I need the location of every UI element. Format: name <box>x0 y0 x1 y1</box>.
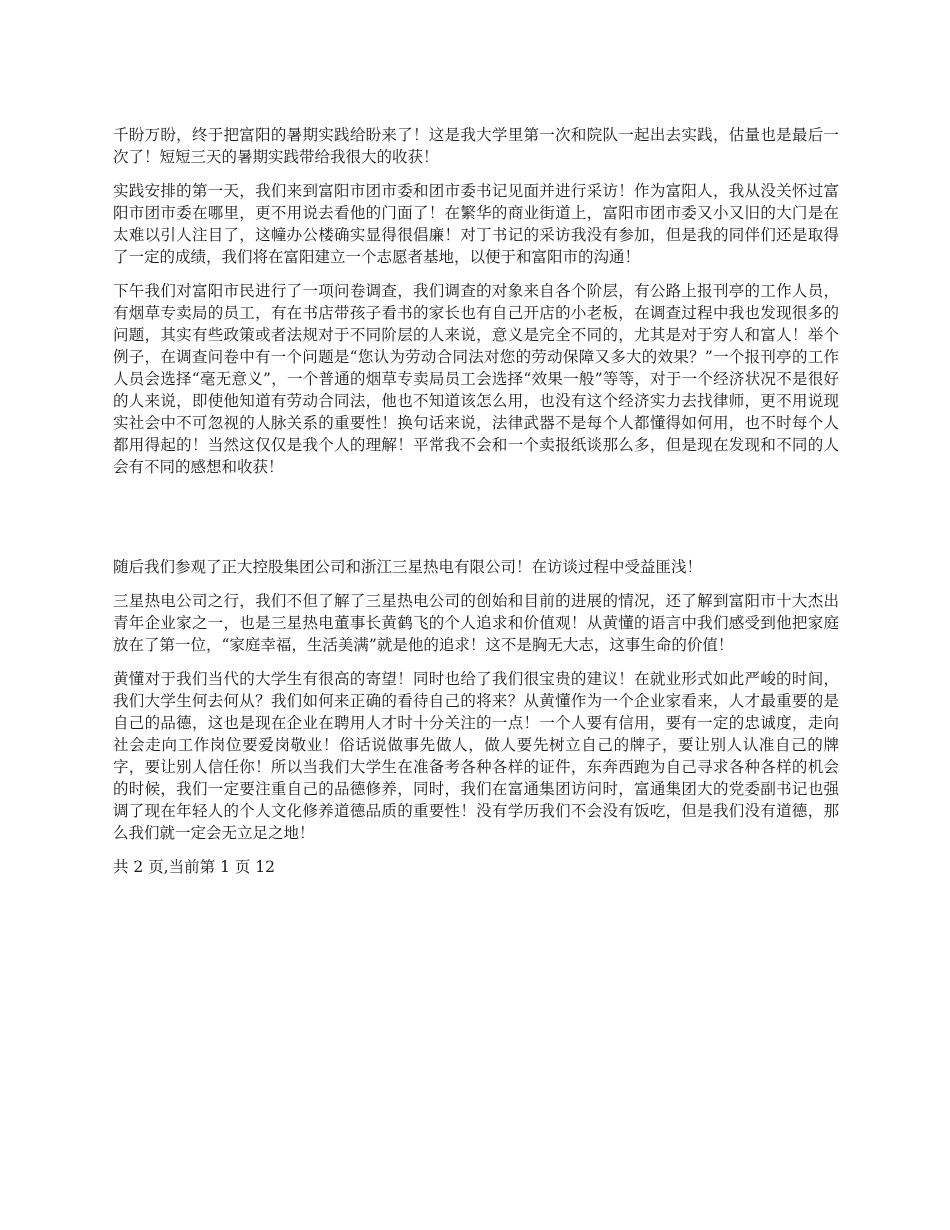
paragraph-visit: 随后我们参观了正大控股集团公司和浙江三星热电有限公司！在访谈过程中受益匪浅！ <box>113 558 703 576</box>
paragraph-day-one: 实践安排的第一天，我们来到富阳市团市委和团市委书记见面并进行采访！作为富阳人，我从没关怀过富阳市团市委在哪里，更不用说去看他的门面了！在繁华的商业街道上，富阳市团市委又小又旧的大门是在太难以引人注目了，这幢办公楼确实显得很倡廉！对丁书记的采访我没有参加，但是我的同伴们还是取得了一定的成绩，我们将在富阳建立一个志愿者基地，以便于和富阳市的沟通！ <box>113 182 839 266</box>
section-gap <box>113 490 839 556</box>
paragraph-advice: 黄懂对于我们当代的大学生有很高的寄望！同时也给了我们很宝贵的建议！在就业形式如此严峻的时间，我们大学生何去何从？我们如何来正确的看待自己的将来？从黄懂作为一个企业家看来，人才最重要的是自己的品德，这也是现在企业在聘用人才时十分关注的一点！一个人要有信用，要有一定的忠诚度，走向社会走向工作岗位要爱岗敬业！俗话说做事先做人，做人要先树立自己的牌子，要让别人认准自己的牌字，要让别人信任你！所以当我们大学生在准备考各种各样的证件，东奔西跑为自己寻求各种各样的机会的时候，我们一定要注重自己的品德修养，同时，我们在富通集团访问时，富通集团大的党委副书记也强调了现在年轻人的个人文化修养道德品质的重要性！没有学历我们不会没有饭吃，但是我们没有道德，那么我们就一定会无立足之地！ <box>113 670 839 842</box>
paragraph-survey: 下午我们对富阳市民进行了一项问卷调查，我们调查的对象来自各个阶层，有公路上报刊亭的工作人员，有烟草专卖局的员工，有在书店带孩子看书的家长也有自己开店的小老板，在调查过程中我也发现很多的问题，其实有些政策或者法规对于不同阶层的人来说，意义是完全不同的，尤其是对于穷人和富人！举个例子，在调查问卷中有一个问题是“您认为劳动合同法对您的劳动保障又多大的效果？”一个报刊亭的工作人员会选择“毫无意义”，一个普通的烟草专卖局员工会选择“效果一般”等等，对于一个经济状况不是很好的人来说，即使他知道有劳动合同法，他也不知道该怎么用，也没有这个经济实力去找律师，更不用说现实社会中不可忽视的人脉关系的重要性！换句话来说，法律武器不是每个人都懂得如何用，也不时每个人都用得起的！当然这仅仅是我个人的理解！平常我不会和一个卖报纸谈那么多，但是现在发现和不同的人会有不同的感想和收获！ <box>113 282 839 476</box>
paragraph-intro: 千盼万盼，终于把富阳的暑期实践给盼来了！这是我大学里第一次和院队一起出去实践，估量也是最后一次了！短短三天的暑期实践带给我很大的收获！ <box>113 126 839 166</box>
document-page <box>113 124 839 878</box>
page-footer: 共 2 页,当前第 1 页 12 <box>113 858 276 876</box>
paragraph-sanxing: 三星热电公司之行，我们不但了解了三星热电公司的创始和目前的进展的情况，还了解到富阳市十大杰出青年企业家之一，也是三星热电董事长黄鹤飞的个人追求和价值观！从黄懂的语言中我们感受到他把家庭放在了第一位，“家庭幸福，生活美满”就是他的追求！这不是胸无大志，这事生命的价值！ <box>113 592 839 654</box>
